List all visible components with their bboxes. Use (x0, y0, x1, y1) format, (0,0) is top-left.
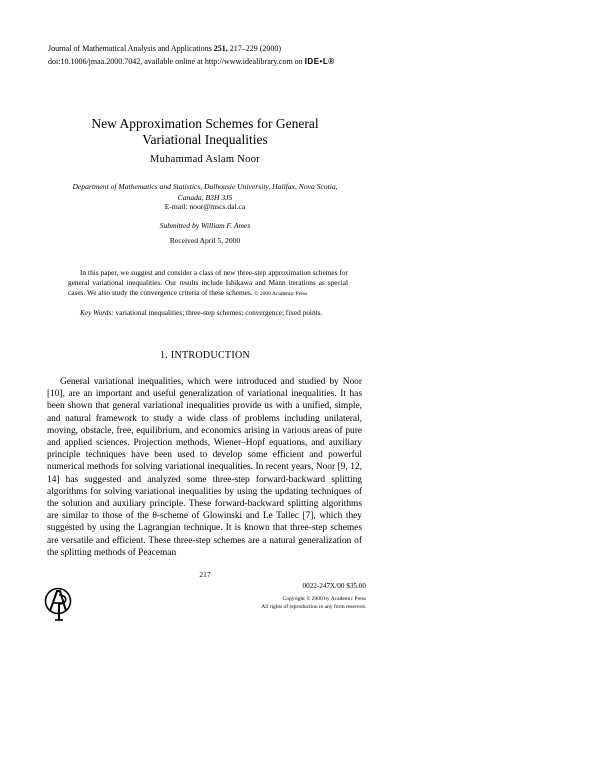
title-line-2: Variational Inequalities (142, 132, 268, 147)
author-name: Muhammad Aslam Noor (149, 154, 261, 165)
title-line-1: New Approximation Schemes for General (91, 116, 319, 131)
author-email: E-mail: noor@mscs.dal.ca (164, 202, 246, 211)
affiliation-line-2: Canada, B3H 3J5 (177, 193, 233, 202)
affiliation (40, 181, 370, 203)
page-number: 217 (199, 570, 211, 579)
academic-press-logo-icon (44, 587, 72, 621)
abstract-text: In this paper, we suggest and consider a class of new three-step approximation schemes for general variational inequalities. Our results include Ishikawa and Mann iterations as special cases. We also study the convergence criteria of these schemes. (68, 268, 348, 297)
journal-name: Journal of Mathematical Analysis and Applications (48, 44, 212, 53)
price-code: 0022-247X/00 $35.00 (302, 582, 366, 590)
journal-volume: 251, (213, 44, 228, 53)
submitted-by: Submitted by William F. Ames (159, 221, 251, 230)
rights-line: All rights of reproduction in any form reserved. (261, 604, 366, 610)
keywords (68, 308, 348, 318)
received-date: Received April 5, 2000 (169, 236, 241, 245)
journal-header (48, 42, 335, 68)
keywords-label: Key Words: (80, 308, 114, 317)
section-heading: 1. INTRODUCTION (159, 350, 251, 361)
doi-text[interactable]: doi:10.1006/jmaa.2000.7042, available online at http://www.idealibrary.com on (48, 57, 303, 66)
affiliation-line-1: Department of Mathematics and Statistics, Dalhousie University, Halifax, Nova Scotia, (72, 182, 338, 191)
article-title (0, 116, 410, 148)
abstract-copyright: © 2000 Academic Press (254, 291, 308, 297)
copyright-notice (232, 595, 366, 611)
journal-citation (48, 42, 335, 55)
copyright-line: Copyright © 2000 by Academic Press (282, 596, 366, 602)
intro-paragraph: General variational inequalities, which were introduced and studied by Noor [10], are an important and useful generalization of variational inequalities. It has been shown that general variational inequalities provide us with a unified, simple, and natural framework to study a wide class of problems including unilateral, moving, obstacle, free, equilibrium, and economics arising in various areas of pure and applied sciences. Projection methods, Wiener–Hopf equations, and auxiliary principle techniques have been used to develop some efficient and powerful numerical methods for solving variational inequalities. In recent years, Noor [9, 12, 14] has suggested and analyzed some three-step forward-backward splitting algorithms for solving variational inequalities by using the updating techniques of the solution and auxiliary principle. These forward-backward splitting algorithms are similar to those of the θ-scheme of Glowinski and Le Tallec [7], which they suggested by using the Lagrangian technique. It is known that three-step schemes are versatile and efficient. These three-step schemes are a natural generalization of the splitting methods of Peaceman (47, 377, 362, 558)
abstract (68, 268, 348, 299)
ideal-logo: IDE•L® (304, 57, 335, 66)
journal-pages: 217–229 (2000) (229, 44, 282, 53)
keywords-text: variational inequalities; three-step schemes; convergence; fixed points. (115, 308, 323, 317)
doi-line (48, 55, 335, 68)
